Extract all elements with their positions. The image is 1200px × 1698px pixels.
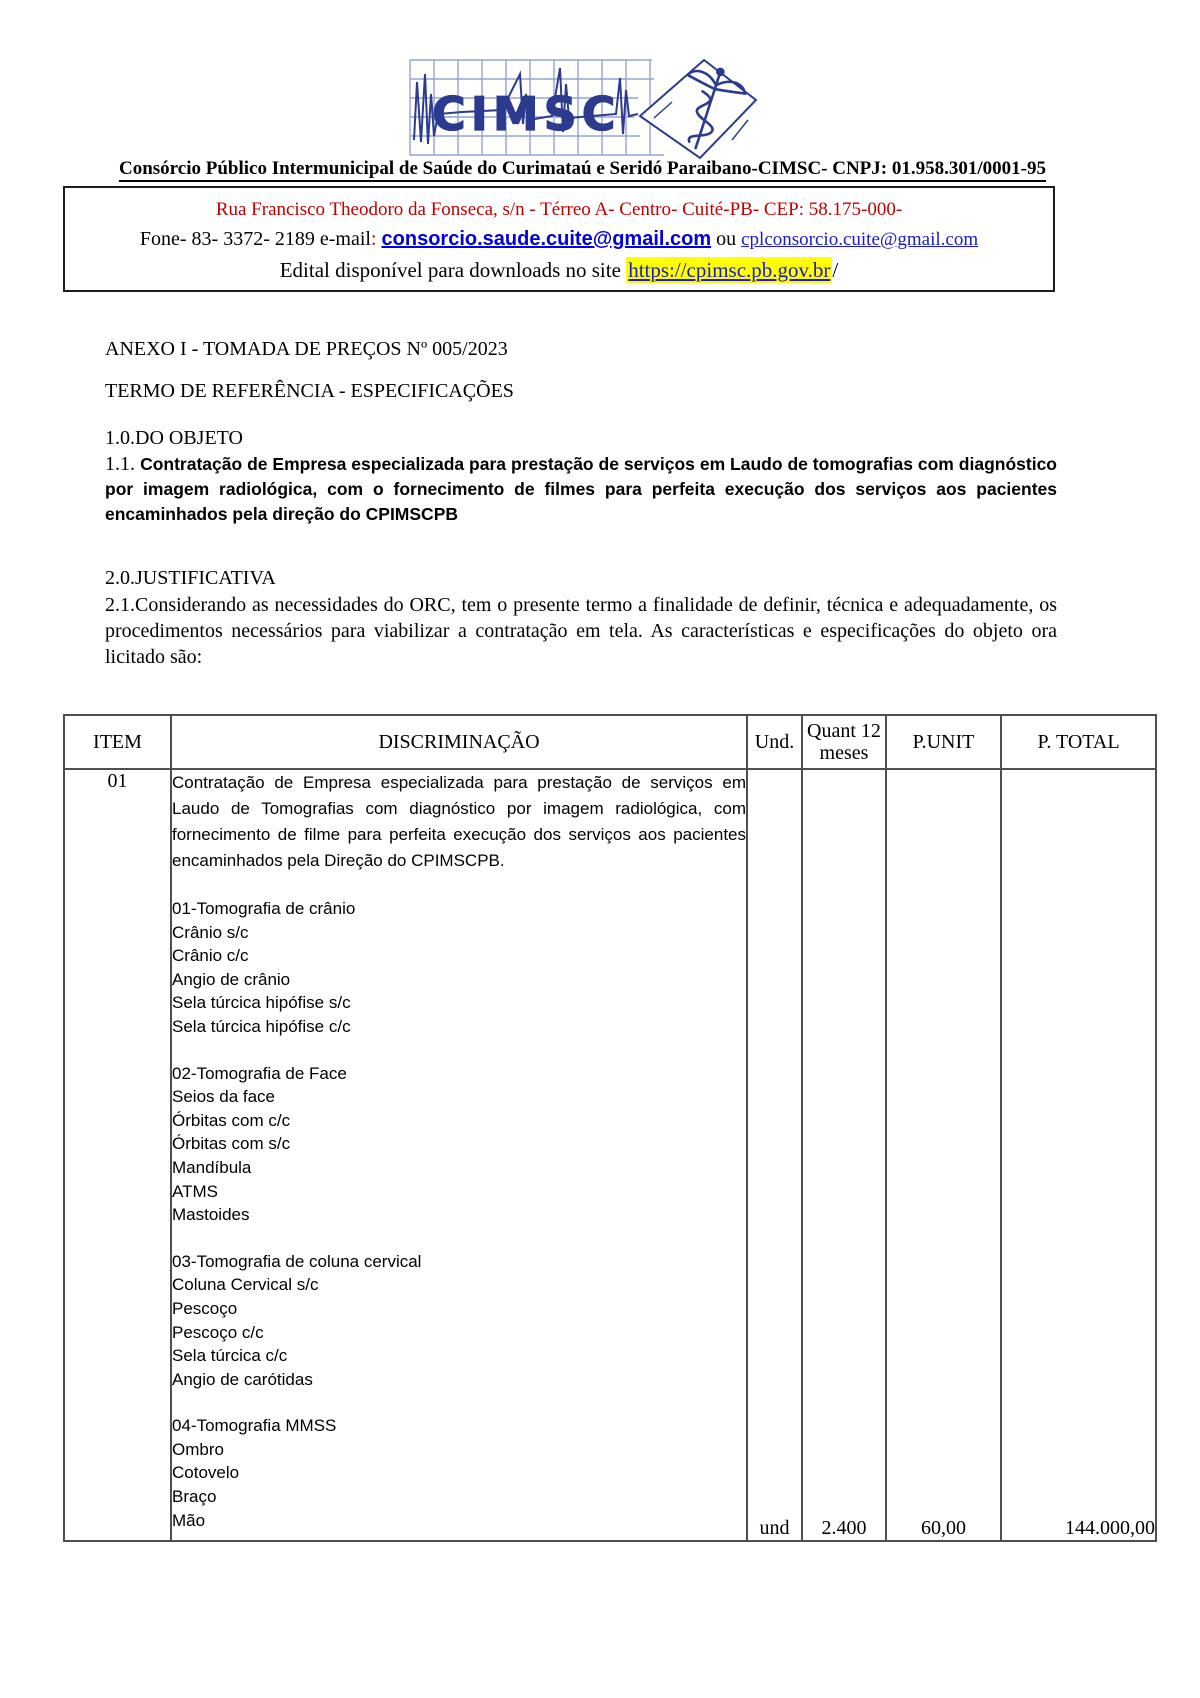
edital-line bbox=[65, 255, 1053, 285]
section-1-heading: 1.0.DO OBJETO bbox=[105, 427, 243, 449]
group-title: 03-Tomografia de coluna cervical bbox=[172, 1251, 422, 1271]
description-intro: Contratação de Empresa especializada para prestação de serviços em Laudo de Tomografias com diagnóstico por imagem radiológica, com fornecimento de filme para perfeita execução dos serviços aos pacientes encaminhados pela Direção do CPIMSCPB. bbox=[172, 773, 746, 870]
header-ptotal: P. TOTAL bbox=[1001, 715, 1156, 769]
group-item: Braço bbox=[172, 1487, 217, 1507]
exam-group-3 bbox=[172, 1250, 746, 1392]
group-item: Ombro bbox=[172, 1439, 224, 1459]
group-item: Angio de crânio bbox=[172, 969, 291, 989]
group-title: 02-Tomografia de Face bbox=[172, 1063, 347, 1083]
group-title: 01-Tomografia de crânio bbox=[172, 899, 356, 918]
header-item: ITEM bbox=[64, 715, 171, 769]
header-quant: Quant 12 meses bbox=[802, 715, 886, 769]
spec-table bbox=[63, 714, 1157, 1542]
cimsc-logo bbox=[402, 54, 762, 162]
header-discriminacao: DISCRIMINAÇÃO bbox=[171, 715, 747, 769]
group-item: Pescoço bbox=[172, 1298, 238, 1318]
document-body bbox=[105, 338, 1057, 670]
phone-colon: : bbox=[370, 228, 377, 250]
email-separator: ou bbox=[716, 228, 737, 250]
group-item: Sela túrcica hipófise c/c bbox=[172, 1016, 351, 1036]
cimsc-logo-graphic bbox=[402, 54, 762, 162]
punit-cell: 60,00 bbox=[886, 769, 1001, 1541]
group-item: Órbitas com s/c bbox=[172, 1134, 291, 1154]
group-item: Cotovelo bbox=[172, 1463, 240, 1483]
org-title: Consórcio Público Intermunicipal de Saúde do Curimataú e Seridó Paraibano-CIMSC- CNPJ: 01.958.301/0001-95 bbox=[40, 158, 1125, 180]
exam-group-2 bbox=[172, 1062, 746, 1227]
ptotal-cell: 144.000,00 bbox=[1001, 769, 1156, 1541]
group-item: Pescoço c/c bbox=[172, 1322, 264, 1342]
table-row bbox=[64, 769, 1156, 1541]
group-item: ATMS bbox=[172, 1181, 218, 1201]
header-punit: P.UNIT bbox=[886, 715, 1001, 769]
group-item: Coluna Cervical s/c bbox=[172, 1275, 319, 1295]
table-header-row bbox=[64, 715, 1156, 769]
group-title: 04-Tomografia MMSS bbox=[172, 1416, 337, 1436]
section-2-heading: 2.0.JUSTIFICATIVA bbox=[105, 567, 276, 589]
quant-cell: 2.400 bbox=[802, 769, 886, 1541]
group-item: Mastoides bbox=[172, 1205, 250, 1225]
annex-title: ANEXO I - TOMADA DE PREÇOS Nº 005/2023 bbox=[105, 338, 508, 360]
group-item: Mão bbox=[172, 1510, 206, 1530]
group-item: Mandíbula bbox=[172, 1157, 252, 1177]
header-und: Und. bbox=[747, 715, 802, 769]
reference-title: TERMO DE REFERÊNCIA - ESPECIFICAÇÕES bbox=[105, 380, 514, 402]
edital-label: Edital disponível para downloads no site bbox=[279, 258, 627, 282]
logo-text: CIMSC bbox=[432, 87, 621, 141]
phone-label: Fone- 83- 3372- 2189 e-mail bbox=[139, 228, 371, 250]
group-item: Crânio c/c bbox=[172, 946, 249, 966]
primary-email-link[interactable]: consorcio.saude.cuite@gmail.com bbox=[381, 228, 712, 250]
secondary-email-link[interactable]: cplconsorcio.cuite@gmail.com bbox=[741, 229, 979, 250]
address-line: Rua Francisco Theodoro da Fonseca, s/n - Térreo A- Centro- Cuité-PB- CEP: 58.175-000- bbox=[215, 199, 903, 220]
group-item: Órbitas com c/c bbox=[172, 1110, 291, 1130]
contact-line bbox=[65, 224, 1053, 255]
group-item: Sela túrcica hipófise s/c bbox=[172, 993, 351, 1013]
item-1-1-text: Contratação de Empresa especializada para prestação de serviços em Laudo de tomografias com diagnóstico por imagem radiológica, com o fornecimento de filmes para perfeita execução dos serviços aos pacientes encaminhados pela direção do CPIMSCPB bbox=[105, 454, 1057, 524]
und-cell: und bbox=[747, 769, 802, 1541]
item-1-1-number: 1.1. bbox=[105, 453, 141, 475]
edital-url-link[interactable]: https://cpimsc.pb.gov.br bbox=[628, 258, 831, 282]
exam-group-1 bbox=[172, 897, 746, 1039]
objeto-paragraph bbox=[105, 452, 1057, 527]
info-box bbox=[63, 186, 1055, 292]
item-number-cell: 01 bbox=[64, 769, 171, 1541]
exam-group-4 bbox=[172, 1414, 746, 1532]
group-item: Crânio s/c bbox=[172, 922, 249, 942]
group-item: Seios da face bbox=[172, 1087, 276, 1107]
justificativa-paragraph: 2.1.Considerando as necessidades do ORC, tem o presente termo a finalidade de definir, técnica e adequadamente, os procedimentos necessários para viabilizar a contratação em tela. As características e especificações do objeto ora licitado são: bbox=[105, 594, 1057, 668]
edital-suffix: / bbox=[832, 258, 839, 282]
group-item: Sela túrcica c/c bbox=[172, 1346, 288, 1366]
description-cell bbox=[171, 769, 747, 1541]
group-item: Angio de carótidas bbox=[172, 1369, 313, 1389]
